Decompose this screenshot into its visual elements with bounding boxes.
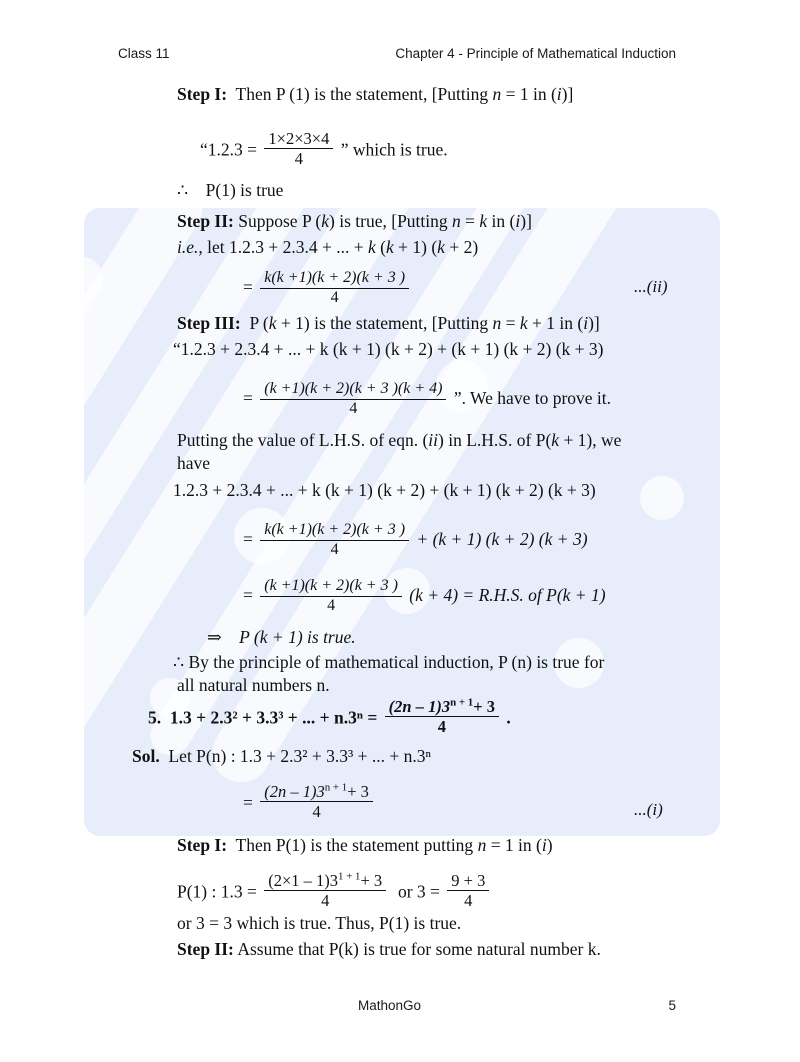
p1-num-head: (2×1 – 1)3: [268, 871, 339, 890]
equals-sign: =: [243, 276, 253, 297]
putting-text-b: ) in L.H.S. of P(: [438, 430, 552, 450]
step-1-variable: n: [492, 84, 502, 104]
q5-step-1-text: Then P(1) is the statement putting: [235, 835, 474, 855]
conclusion-line-1: ∴ By the principle of mathematical induction, P (n) is true for: [173, 652, 605, 672]
step-3-variable: n: [492, 313, 502, 333]
step-2-ref: i: [515, 211, 521, 231]
step-1-text: Then P (1) is the statement, [Putting: [235, 84, 489, 104]
fraction-denominator: 4: [330, 540, 339, 558]
q5-step-1-line: [177, 835, 553, 856]
step-3-ref: i: [583, 313, 589, 333]
step-3-text: P (: [249, 313, 269, 333]
fraction-numerator: 1×2×3×4: [264, 130, 333, 149]
step-2-k2: k: [479, 211, 488, 231]
fraction-numerator: (k +1)(k + 2)(k + 3 ): [260, 578, 402, 597]
fraction-denominator: 4: [330, 288, 339, 306]
ie-rest: (: [380, 237, 386, 257]
step-1-close: )]: [561, 84, 574, 104]
eq6-num-tail: + 3: [347, 782, 369, 801]
equation-substitution: [243, 522, 588, 559]
step-2-k: k: [321, 211, 330, 231]
conclusion-line-2: all natural numbers n.: [177, 675, 330, 695]
fraction-numerator: (k +1)(k + 2)(k + 3 )(k + 4): [260, 381, 446, 400]
fraction-denominator: 4: [294, 149, 303, 169]
equation-step3: [243, 381, 611, 418]
implies-line: [207, 627, 356, 648]
fraction-equation-i: [260, 783, 373, 821]
ie-text: let 1.2.3 + 2.3.4 + ... +: [207, 237, 364, 257]
ie-k: k: [368, 237, 376, 257]
fraction-denominator: 4: [321, 891, 330, 911]
q5-num-head: (2n – 1)3: [388, 697, 451, 716]
eq6-num-head: (2n – 1)3: [264, 782, 325, 801]
step-1-line: [177, 84, 573, 105]
p1-true-text: P(1) is true: [205, 180, 284, 200]
equation-step3-suffix: ”. We have to prove it.: [453, 387, 612, 408]
q5-p1-lead: P(1) : 1.3 =: [177, 881, 257, 902]
equals-sign: =: [243, 387, 253, 408]
equals-sign: =: [243, 528, 253, 549]
footer-brand: MathonGo: [358, 998, 422, 1013]
fraction-numerator: k(k +1)(k + 2)(k + 3 ): [260, 522, 409, 541]
step-2-line: [177, 211, 532, 232]
implies-icon: ⇒: [207, 627, 222, 647]
equation-tag-ii: ...(ii): [634, 277, 668, 296]
equation-rhs: [243, 578, 606, 615]
step-2-variable: n: [452, 211, 461, 231]
solution-line: [132, 746, 431, 767]
step-1-label: Step I:: [177, 84, 228, 104]
step-1-ref: i: [556, 84, 562, 104]
p1-num-tail: + 3: [360, 871, 383, 890]
p1-true-line: [177, 180, 283, 201]
step-3-label: Step III:: [177, 313, 241, 333]
fraction-denominator: 4: [349, 399, 358, 417]
fraction-numerator: [385, 698, 499, 717]
q5-step-2-line: [177, 939, 601, 960]
fraction-numerator: [260, 783, 373, 802]
q5-step-1-variable: n: [477, 835, 487, 855]
base-case-equation: [200, 130, 448, 168]
fraction-denominator: 4: [464, 891, 473, 911]
eq6-num-exponent: n + 1: [324, 781, 348, 794]
therefore-symbol: ∴: [177, 180, 189, 200]
equals-sign: =: [243, 584, 253, 605]
equation-substitution-tail: + (k + 1) (k + 2) (k + 3): [416, 528, 588, 549]
fraction-substitution: [260, 522, 409, 559]
fraction-rhs: [260, 578, 402, 615]
step-2-equals: =: [465, 211, 476, 231]
q5-num-exponent: n + 1: [450, 696, 474, 709]
step-3-text3: + 1 in (: [532, 313, 584, 333]
fraction-question-5: [385, 698, 499, 736]
equation-i: [243, 783, 376, 821]
question-number: 5.: [148, 707, 162, 728]
fraction-p1: [264, 872, 386, 910]
step-3-k: k: [268, 313, 277, 333]
base-case-lhs: “1.2.3: [200, 139, 243, 160]
putting-k: k: [551, 430, 560, 450]
q5-p1-evaluation: [177, 872, 492, 910]
fraction-denominator: 4: [437, 717, 446, 737]
fraction-step3: [260, 381, 446, 418]
step-2-text2: ) is true, [Putting: [329, 211, 448, 231]
fraction-numerator: k(k +1)(k + 2)(k + 3 ): [260, 270, 409, 289]
step-3-series: “1.2.3 + 2.3.4 + ... + k (k + 1) (k + 2) + (k + 1) (k + 2) (k + 3): [173, 339, 604, 359]
putting-line-2: have: [177, 453, 211, 473]
step-2-in: in (: [491, 211, 516, 231]
equation-ii: [243, 270, 412, 307]
q5-num-tail: + 3: [473, 697, 495, 716]
fraction-1-2-3-4: [264, 130, 333, 168]
equals-sign: =: [243, 792, 253, 813]
ie-label: i.e.,: [177, 237, 203, 257]
fraction-denominator: 4: [327, 596, 336, 614]
fraction-numerator: [264, 872, 386, 891]
question-5-period: .: [506, 707, 511, 728]
question-5-lhs: 1.3 + 2.3² + 3.3³ + ... + n.3ⁿ =: [169, 707, 378, 728]
header-class-label: Class 11: [118, 46, 170, 61]
ie-rest2: + 1) (: [398, 237, 438, 257]
ie-k2: k: [385, 237, 394, 257]
step-1-equation: = 1 in (: [505, 84, 557, 104]
solution-label: Sol.: [132, 746, 160, 766]
equation-tag-i: ...(i): [634, 800, 663, 819]
step-2-text: Suppose P (: [238, 211, 322, 231]
base-case-suffix: ” which is true.: [340, 139, 448, 160]
q5-p1-conclusion: or 3 = 3 which is true. Thus, P(1) is true.: [177, 913, 462, 933]
q5-p1-or: or 3 =: [397, 881, 440, 902]
ie-line: [177, 237, 478, 258]
fraction-denominator: 4: [312, 802, 321, 822]
q5-step-1-label: Step I:: [177, 835, 228, 855]
p1-num-exponent: 1 + 1: [338, 870, 361, 883]
footer-page-number: 5: [668, 998, 676, 1013]
putting-text: Putting the value of L.H.S. of eqn. (: [177, 430, 429, 450]
fraction-p1-right: [447, 872, 489, 910]
step-3-k2: k: [519, 313, 528, 333]
solution-text: Let P(n) : 1.3 + 2.3² + 3.3³ + ... + n.3ⁿ: [168, 746, 432, 766]
step-2-label: Step II:: [177, 211, 234, 231]
putting-ref-ii: ii: [428, 430, 439, 450]
q5-step-2-text: Assume that P(k) is true for some natural number k.: [237, 939, 601, 959]
step-3-line: [177, 313, 600, 334]
step-3-equals: =: [505, 313, 516, 333]
equals-sign: =: [247, 139, 258, 160]
equation-rhs-tail: (k + 4) = R.H.S. of P(k + 1): [409, 584, 606, 605]
expanded-series-line: 1.2.3 + 2.3.4 + ... + k (k + 1) (k + 2) + (k + 1) (k + 2) (k + 3): [173, 480, 596, 500]
step-2-close: )]: [520, 211, 532, 231]
implies-text: P (k + 1) is true.: [239, 627, 356, 647]
q5-step-2-label: Step II:: [177, 939, 234, 959]
question-5: [148, 698, 511, 736]
putting-text-c: + 1), we: [563, 430, 622, 450]
ie-k3: k: [437, 237, 445, 257]
header-chapter-title: Chapter 4 - Principle of Mathematical Induction: [395, 46, 676, 61]
step-3-close: )]: [588, 313, 600, 333]
step-3-text2: + 1) is the statement, [Putting: [280, 313, 489, 333]
fraction-numerator: 9 + 3: [447, 872, 489, 891]
q5-step-1-ref: i: [541, 835, 547, 855]
ie-rest3: + 2): [449, 237, 479, 257]
q5-step-1-close: ): [546, 835, 553, 855]
fraction-step2: [260, 270, 409, 307]
putting-line-1: [177, 430, 621, 451]
page-footer: [118, 998, 682, 1016]
q5-step-1-equation: = 1 in (: [490, 835, 542, 855]
